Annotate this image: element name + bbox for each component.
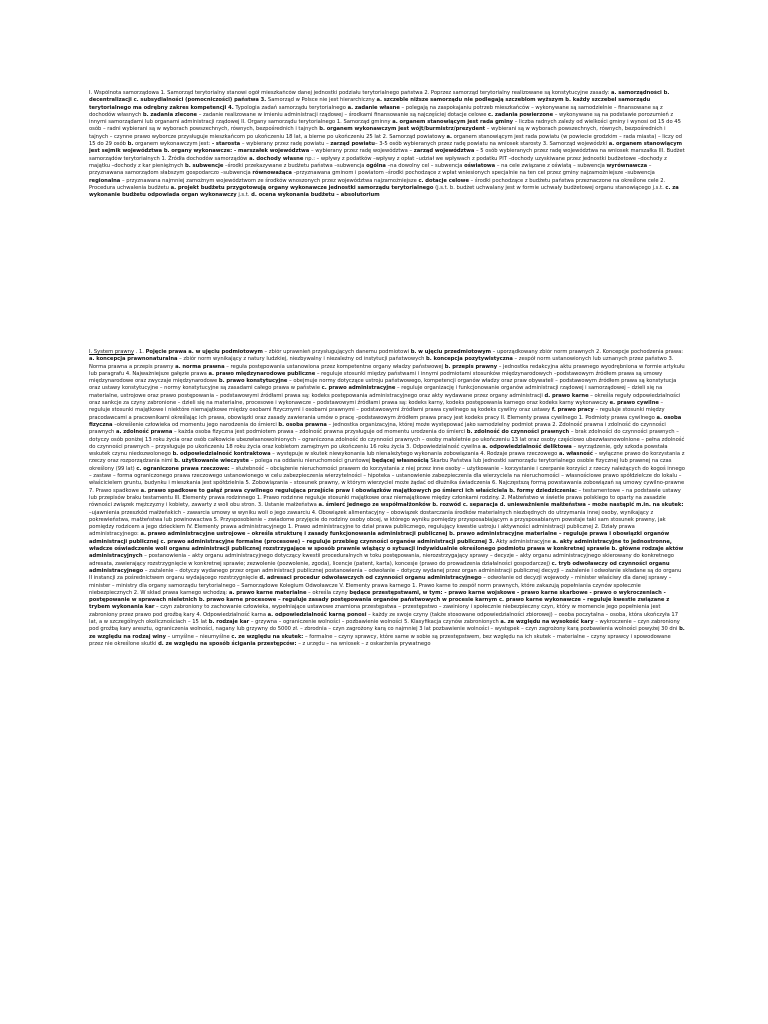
text-run: d. adresaci procedur odwoławczych od czynności organu administracyjnego	[259, 575, 482, 582]
text-run: a. odpowiedzialność deliktowa	[482, 443, 572, 450]
text-run: – każda osoba fizyczna jest podmiotem prawa – zdolność prawna przysługuje od momentu urodzenia do śmierci	[172, 429, 467, 436]
text-run: – wyrządzenie, gdy szkoda powstała wskutek czynu niedozwolonego	[89, 443, 668, 458]
text-run: – jednostka redakcyjna aktu prawnego wyodrębniona w formie artykułu lub paragrafu 4. Najważniejsze gałęzie prawa	[89, 363, 685, 377]
text-run: b. subwencje	[185, 162, 224, 169]
text-run: – zbiór uprawnień przysługujących danemu podmiotowi	[262, 349, 411, 355]
text-run: równoważąca	[252, 170, 292, 177]
text-run: – środki pochodzące z budżetu państwa przeznaczone na określone cele 2. Procedura uchwalenia budżetu	[89, 177, 666, 191]
text-run: c. dotacje celowe	[418, 177, 469, 184]
text-run: organem stanowiącym jest rada powiatu (w powiecie grodzkim – rada miasta) – liczy od 15 do 29 osób	[89, 133, 682, 148]
text-run: – wybierany przez radę województwa –	[309, 148, 414, 155]
text-run: a. śmierć jednego ze współmałżonków b. rozwód c. separacja d. unieważnienie małżeństwa – może nastąpić m.in. na skutek:	[318, 502, 684, 509]
text-run: –określenie człowieka od momentu jego narodzenia do śmierci	[112, 421, 279, 428]
section-legal-system	[89, 349, 685, 983]
text-run: –na dowolny cel – subwencja	[385, 162, 465, 169]
text-run: a. osoba fizyczna	[89, 414, 682, 428]
text-run: – występuje w skutek niewykonania lub nienależytego wykonania zobowiązania 4. Rodzaje prawa rzeczowego	[270, 451, 559, 458]
text-run: – zbiór norm wynikający z natury ludzkiej, niezbywalny i niezależny od instytucji państwowych	[177, 356, 427, 363]
text-run: – odwołanie od decyzji wojewody – minister właściwy dla danej sprawy – minister – ministry dla organy samorządu terytorialnego – Samorządowe Kolegium Odwoławcze V. Elementy prawa karnego 1. Prawo karne to zespół norm prawnych, które zakazują popełniania czynów społecznie niebezpiecznych 2. W skład prawa karnego wchodzą:	[89, 575, 672, 596]
text-run: – z urzędu – na wniosek – z oskarżenia prywatnego	[296, 640, 431, 647]
text-run: b.	[127, 141, 134, 148]
text-run: b. w ujęciu przedmiotowym	[410, 349, 492, 355]
text-run: b. zdolność do czynności prawnych	[466, 429, 570, 436]
text-run: Typologia zadań samorządu terytorialnego	[233, 104, 348, 111]
text-run: c. za wykonanie budżetu odpowiada organ wykonawczy	[89, 184, 679, 199]
text-run: c. zadania powierzone	[488, 111, 554, 118]
text-run: d. ocena wykonania budżetu – absolutorium	[251, 192, 380, 199]
text-run: – wykroczenie – czyn zabroniony pod groźbą kary aresztu, ograniczenia wolności, nagany lub grzywny do 5000 zł. – zbrodnia – czyn zagrożony karą co najmniej 3 lat pozbawienie wolności – występek – czyn zagrożony karą pozbawienia wolności powyżej 30 dni	[89, 618, 680, 633]
text-run: – reguluje stosunki majątkowe i niektóre niemajątkowe między osobami fizycznymi i osobami prawnymi – podstawowymi źródłami prawa cywilnego są kodeks cywilny oraz ustawy	[89, 400, 664, 414]
text-run: c. prawo administracyjne	[321, 385, 396, 392]
text-run: zarząd powiatu	[330, 141, 375, 148]
text-run: – wybierany przez radę powiatu –	[240, 141, 331, 148]
text-run: . 1.	[134, 349, 146, 355]
text-run: – czyn zabroniony to zachowanie człowieka, wypełniające ustawowe znamiona przestępstwa – przestępstwo – zawiniony i społecznie niebezpieczny czyn, który w momencie jego popełnienia jest zabroniony przez prawo pod groźbą kary 4. Odpowiedzialność karna	[89, 604, 661, 618]
text-run: – reguluje stosunki między pracodawcami a pracownikami określając ich prawa, obowiązki oraz zasady zawierania umów o pracę –podstawowym źródłem prawa pracy jest kodeks pracy II. Elementy prawa cywilnego 1. Podmioty prawa cywilnego	[89, 407, 665, 421]
text-run: a. zadanie własne	[347, 104, 400, 111]
text-run: Pojęcie prawa a. w ujęciu podmiotowym	[145, 349, 263, 355]
text-run: d. prawo karne	[544, 392, 589, 399]
text-run: – zażalenie – dotyczy wydanego przez organ administracji publicznej postanowienia – odwołanie – dotyczy wydanej przez organ administracji publicznej decyzji – zażalenie i odwołanie składane są do organu II instancji za pośrednictwem organu wydającego rozstrzygnięcie	[89, 567, 682, 582]
text-run: – przyznawana najmniej zamożnym województwom ze środków wnoszonych przez województwa najzamożniejsze	[120, 177, 419, 184]
text-run: b. osoba prawna	[278, 421, 327, 428]
text-run: III. Budżet samorządów terytorialnych 1. Źródła dochodów samorządów	[89, 148, 685, 162]
text-run: – reguluje organizację i funkcjonowanie organów administracji rządowej i samorządowej – dzieli się na materialne, ustrojowe oraz prawo postępowania – podstawowymi źródłami prawa są: kodeks postępowania administracyjnego oraz akty wydawane przez organy administracji	[89, 385, 663, 399]
text-run: – jednostka organizacyjna, której może występować jako samodzielny podmiot prawa 2. Zdolność prawna i zdolność do czynności prawnych	[89, 421, 666, 436]
text-run: np.: – wpływy z podatków –wpływy z opłat –udział we wpływach z podatku PIT –dochody uzyskiwane przez jednostki budżetowe –dochody z majątku –dochody z kar pieniężnych	[89, 155, 667, 169]
text-run: b. organem wykonawczym jest wójt/burmistrz/prezydent	[319, 126, 486, 133]
text-run: b. prawo konstytucyjne	[218, 378, 288, 385]
text-run: e. prawo cywilne	[609, 400, 659, 407]
text-run: – 3-5 osób wybieranych przez radę powiatu na wniosek starosty 3. Samorząd wojewódzki	[374, 141, 609, 148]
text-run: a. koncepcja prawnonaturalna	[89, 356, 178, 363]
text-run: f. prawo pracy	[551, 407, 594, 414]
text-run: – postanowienia – akty organu administracyjnego dotyczący kwestii proceduralnych w toku postępowania, nierozstrzygający sprawy – decyzje – akty organu administracyjnego skierowany do konkretnego adresata, zawierający rozstrzygnięcie w konkretnej sprawie; zezwolenie (pozwolenie, zgoda), licencje (patent, karta), koncesje (prawo do prowadzenia działalności gospodarczej)	[89, 553, 674, 567]
text-run: –przyznawana gminom i powiatom –środki pochodzące z wpłat wniesionych specjalnie na ten cel przez gminy najzamożniejsze –subwencja	[291, 170, 655, 177]
text-run: – 5 osób wybieranych przez radę województwa na wniosek marszałka	[474, 148, 657, 155]
text-run: wyrównawcza	[606, 162, 648, 169]
text-run: regionalna	[89, 177, 121, 184]
text-run: –przyznawana samorządom słabszym gospodarczo –subwencja	[89, 162, 652, 177]
text-run: d. ze względu na sposób ścigania przestępców:	[158, 640, 297, 647]
text-run: b. użytkowanie wieczyste	[174, 458, 249, 465]
text-run: a. zdolność prawna	[116, 429, 173, 436]
text-run: a. odpowiedzialność karną ponosi	[267, 611, 367, 618]
text-run: a. prawo spadkowe to gałąź prawa cywilnego regulująca przejście praw i obowiązków majątkowych po śmierci ich właściciela b. formy dziedziczenia:	[140, 487, 577, 494]
text-run: c. tryb odwoławczy od czynności organu administracyjnego	[89, 560, 670, 574]
text-run: a. samorządności b. decentralizacji c. subsydialności (pomocniczości) państwa 3.	[89, 90, 670, 104]
text-run: – wyłączne prawo do korzystania z rzeczy oraz rozporządzania nimi	[89, 451, 685, 465]
text-run: będącej własnością	[372, 458, 429, 465]
text-run: – testamentowe – na podstawie ustawy lub przepisów braku testamentu III. Elementy prawa rodzinnego 1. Prawo rodzinne reguluje stosunki majątkowe oraz niemajątkowe między członkami rodziny. 2. Małżeństwo w świetle prawa polskiego to oparty na zasadzie równości związek mężczyzny i kobiety, zawarty z woli obu stron. 3. Ustanie małżeństwa	[89, 487, 681, 509]
text-run: – uporządkowany zbiór norm prawnych	[491, 349, 595, 355]
text-run: Akty administracyjne	[494, 538, 553, 545]
text-run: b. koncepcja pozytywistyczna	[426, 356, 513, 363]
text-run: – reguluje stosunki między państwami i innymi podmiotami stosunków międzynarodowych –podstawowym źródłem prawa są umowy międzynarodowe oraz zwyczaje międzynarodowe	[89, 370, 663, 385]
text-run: – obejmuje normy dotyczące ustroju państwowego, kompetencji organów władzy oraz praw obywateli – podstawowym źródłem prawa są konstytucja oraz ustawy konstytucyjne – normy konstytucyjne są zasadami całego prawa w państwie	[89, 378, 677, 392]
text-run: – formalne – czyny sprawcy, które same w sobie są przestępstwem, bez względu na ich skutek – materialne – czyny sprawcy i spowodowane przez nie określone skutki	[89, 633, 671, 647]
text-run: oświatowa	[464, 162, 496, 169]
text-run: b. przepis prawny	[444, 363, 498, 370]
text-run: a. prawo karne materialne	[229, 589, 307, 596]
text-run: (j.s.t. b. budżet uchwalany jest w formie uchwały budżetowej organu stanowiącego j.s.t.	[433, 184, 666, 191]
text-run: – umyślne – nieumyślne	[165, 633, 232, 640]
text-run: ogólna	[366, 162, 386, 169]
text-run: –środki przekazywane z budżetu państwa –subwencja	[223, 162, 367, 169]
text-run: 2. Koncepcje pochodzenia prawa:	[594, 349, 684, 355]
text-run: – reguła postępowania ustanowiona przez kompetentne organy władzy państwowej	[224, 363, 445, 370]
text-run: – grzywna – ograniczenie wolności – pozbawienie wolności 5. Klasyfikacja czynów zabronionych	[249, 618, 501, 625]
text-run: a. dochody własne	[249, 155, 304, 162]
text-run: a. własność	[558, 451, 593, 458]
text-run: I. System prawny	[89, 349, 135, 355]
section-local-government	[89, 90, 685, 340]
text-run: – zadanie realizowane w imieniu administracji rządowej – środkami finansowanie są najczęściej dotacje celowe	[197, 111, 489, 118]
text-run: – liczba radnych zależy od wielkości gminy i wynosi od 15 do 45 osób – radni wybierani są w wyborach powszechnych, równych, bezpośrednich i tajnych	[89, 119, 681, 133]
text-run: b. zadania zlecone	[142, 111, 198, 118]
text-run: – wybierani są w wyborach powszechnych, równych, bezpośrednich i tajnych – czynne prawo wyborcze przysługuje mieszkańcom po ukończeniu 18 lat, a bierne po ukończeniu 25 lat 2. Samorząd powiatowy	[89, 126, 666, 140]
text-run: a. szczeble niższe samorządu nie podlegają szczeblom wyższym b. każdy szczebel samorządu terytorialnego ma odrębny zakres kompetencji 4.	[89, 97, 651, 111]
text-run: I. Wspólnota samorządowa 1. Samorząd terytorialny stanowi ogół mieszkańców danej jednostki podziału terytorialnego państwa 2. Poprzez samorząd terytorialny realizowane są konstytucyjne zasady:	[89, 90, 611, 96]
text-run: Samorząd w Polsce nie jest hierarchiczny	[266, 97, 377, 104]
text-run: – zespół norm ustanowionych lub uznanych przez państwo 3. Norma prawna a przepis prawny	[89, 356, 674, 370]
text-run: – wykonywane są na podstawie porozumień z innymi samorządami lub organami administracji rządowej II. Organy samorządu terytorialnego 1. Samorząd gminny	[89, 111, 674, 126]
text-run: c. ze względu na skutek:	[231, 633, 304, 640]
text-run: Skarbu Państwa lub jednostki samorządu terytorialnego osobie fizycznej lub prawnej na czas określony (99 lat)	[89, 458, 672, 472]
text-run: a. prawo międzynarodowe publiczne	[208, 370, 316, 377]
text-run: - starosta	[211, 141, 241, 148]
text-run: – określa czyny	[306, 589, 350, 596]
text-run: – polega na oddaniu nieruchomości gruntowej	[248, 458, 373, 465]
text-run: – każdy ze swoje czyny (także stosowane odpowiedzialności zbiorowej) – osoba poczytalna – osoba, która ukończyła 17 lat, a w szczególnych okolicznościach – 15 lat	[89, 611, 679, 625]
text-run: a. ze względu na wysokość kary	[500, 618, 594, 625]
text-run: będące przestępstwami, w tym: - prawo karne wojskowe - prawo karne skarbowe - prawo o wykroczeniach - postępowanie w sprawach nieletnich b. prawo karne procesowe – reguluje zasady postępowania organów państwowych w procesie karnym c. prawo karne wykonawcze – reguluje kwestie związane z trybem wykonania kar	[89, 589, 670, 611]
text-run: – służebność – obciążenie nieruchomości prawem do korzystania z niej przez inne osoby – użytkowanie – korzystanie i czerpanie korzyści z rzeczy należących do kogoś innego – zastaw – forma ograniczonego prawa rzeczowego ustanowionego w celu zabezpieczenia wierzytelności – hipoteka – ustanowienie zabezpieczenia dla wierzyciela na nieruchomości – własnościowe prawo spółdzielcze do lokalu – właścicielem gruntu, budynku i mieszkania jest spółdzielnia 5. Zobowiązania – stosunek prawny, w którym wierzyciel może żądać od dłużnika świadczenia 6. Najczęstszą formą powstawania zobowiązań są umowy cywilno-prawne 7. Prawo spadkowe	[89, 465, 685, 494]
text-run: –ujawnienia przeszkód małżeńskich – zawarcia umowy w wyniku woli o jego zawarciu 4. Obowiązek alimentacyjny – obowiązek dostarczania środków materialnych niezbędnych do utrzymania innej osoby, wynikający z pokrewieństwa, małżeństwa lub powinowactwa 5. Przysposobienie – zwiadome przyjęcie do rodziny osoby obcej, w którego wyniku pomiędzy przysposabiającym a przysposabianym powstaje taki sam stosunek prawny, jak pomiędzy rodzicem a jego dzieckiem IV. Elementy prawa administracyjnego 1. Prawo administracyjne to dział prawa publicznego, regulujący kwestie ustroju i aktywności administracji publicznej 2. Działy prawa administracyjnego:	[89, 509, 666, 538]
text-run: organem wykonawczym jest:	[133, 141, 212, 148]
text-run: a. organem stanowiącym jest sejmik województwa b. organy wykonawcze: - marszałek województwa	[89, 141, 682, 155]
text-run: c. ograniczone prawa rzeczowe:	[136, 465, 230, 472]
text-run: – polegają na zaspokajaniu potrzeb mieszkańców – wykonywane są samodzielnie – finansowane są z dochodów własnych	[89, 104, 663, 118]
text-run: a. norma prawna	[175, 363, 225, 370]
text-run: a.	[446, 133, 452, 140]
text-run: a. organem stanowiącym jest rada gminy	[392, 119, 514, 126]
text-run: a. projekt budżetu przygotowują organy wykonawcze jednostki samorządu terytorialnego	[170, 184, 434, 191]
text-run: – na cele związane z oświatą – subwencja	[495, 162, 607, 169]
text-run: – określa reguły odpowiedzialności oraz sankcje za czyny zabronione – dzieli się na materialne, procesowe i wykonawcze – podstawowymi źródłami prawa są: kodeks karny, kodeks postępowania karnego oraz kodeks karny wykonawczy	[89, 392, 681, 407]
text-run: a. prawo administracyjne ustrojowe – określa strukturę i zasady funkcjonowania administracji publicznej b. prawo administracyjne materialne – reguluje prawa i obowiązki organów administracji publicznej c. prawo administracyjne formalne (procesowe) – reguluje przebieg czynności organów administracji publicznej 3.	[89, 531, 670, 545]
text-run: – brak zdolności do czynności prawnych – dotyczy osób poniżej 13 roku życia oraz osób całkowicie ubezwłasnowolnionych – ograniczona zdolność do czynności prawnych – osoby małoletnie po ukończeniu 13 lat oraz osoby częściowo ubezwłasnowolnione – pełna zdolność do czynności prawnych – przysługuje po ukończeniu 18 roku życia oraz kobietom zamężnym po ukończeniu 16 roku życia 3. Odpowiedzialność cywilna	[89, 429, 685, 450]
text-run: b. rodzaje kar	[208, 618, 250, 625]
text-run: j.s.t.	[236, 192, 252, 199]
text-run: a. akty administracyjne to jednostronne, władcze oświadczenie woli organu administracji publicznej rozstrzygające w sposób prawnie wiążący o sytuacji indywidualnie określonego podmiotu prawa w konkretnej sprawie b. główne rodzaje aktów administracyjnych	[89, 538, 684, 560]
text-run: zarząd województwa	[413, 148, 475, 155]
text-run: b. odpowiedzialność kontraktowa	[172, 451, 271, 458]
text-run: b. ze względu na rodzaj winy	[89, 626, 685, 640]
